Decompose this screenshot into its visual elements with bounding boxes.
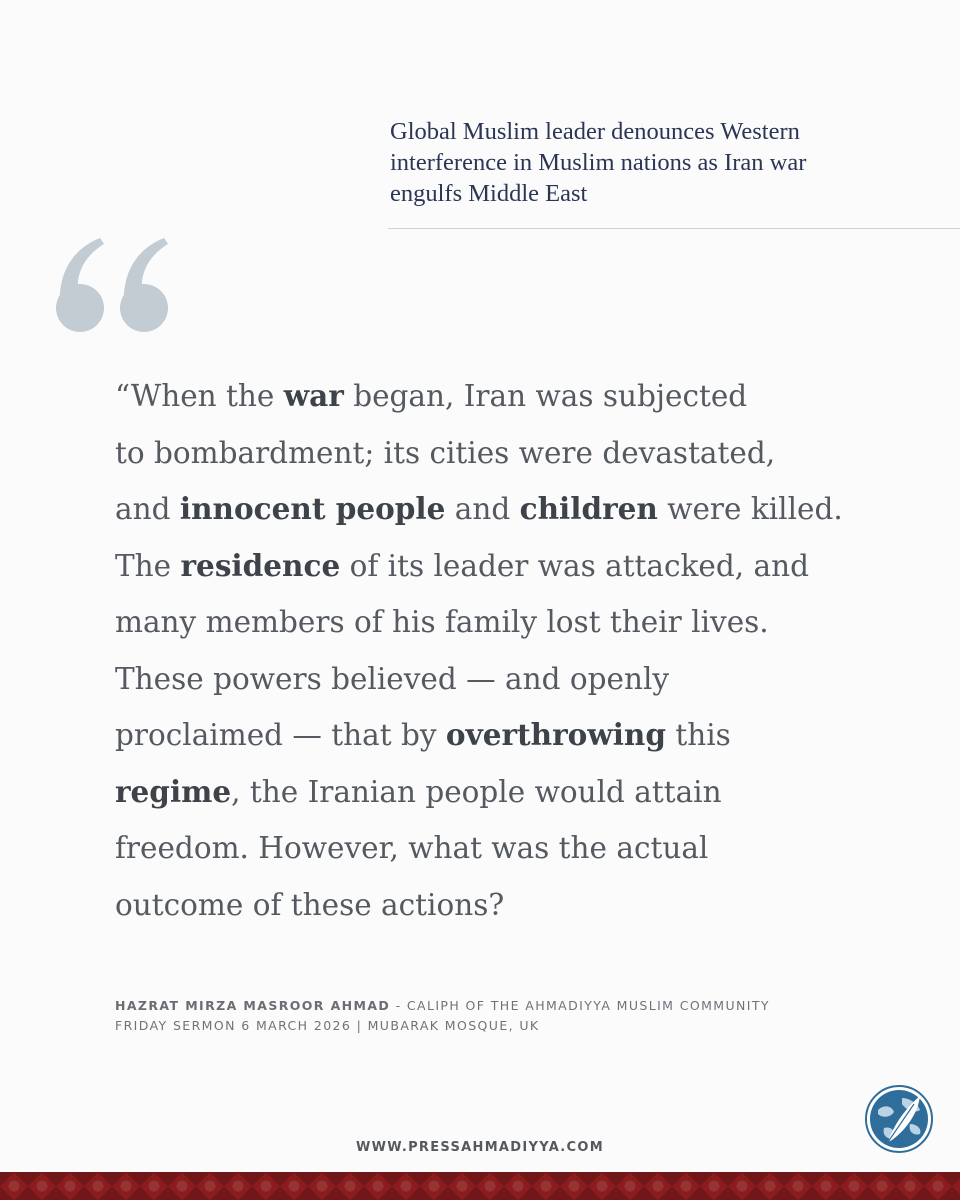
headline-line-2: interference in Muslim nations as Iran war [390, 149, 807, 176]
quote-text: were killed. [657, 492, 843, 526]
quote-text: The [115, 548, 181, 583]
quote-line [115, 538, 895, 595]
quote-text: outcome of these actions? [115, 887, 505, 922]
quote-text: “When the [115, 379, 284, 413]
speaker-title: CALIPH OF THE AHMADIYYA MUSLIM COMMUNITY [406, 998, 770, 1013]
quote-body [115, 368, 895, 933]
footer-pattern-band [0, 1172, 960, 1200]
quote-text: These powers believed — and openly [115, 661, 670, 696]
quote-line [115, 481, 895, 538]
quote-text: of its leader was attacked, and [340, 548, 809, 583]
website-url[interactable]: WWW.PRESSAHMADIYYA.COM [356, 1140, 604, 1155]
headline [390, 116, 890, 209]
quote-line [115, 368, 895, 425]
headline-line-1: Global Muslim leader denounces Western [390, 118, 800, 145]
quote-line [115, 764, 895, 821]
quote-emphasis: residence [180, 547, 341, 583]
attribution-separator: - [390, 998, 407, 1013]
headline-line-3: engulfs Middle East [390, 180, 588, 207]
quote-text: this [666, 718, 731, 752]
quote-emphasis: children [519, 491, 658, 526]
headline-divider [388, 228, 960, 229]
quote-text: many members of his family lost their lives. [115, 605, 769, 639]
quote-emphasis: innocent people [179, 491, 446, 526]
quote-line [115, 707, 895, 764]
quote-line [115, 651, 895, 708]
quote-text: to bombardment; its cities were devastated, [115, 435, 776, 470]
sermon-source: FRIDAY SERMON 6 MARCH 2026 | MUBARAK MOSQUE, UK [115, 1018, 540, 1033]
quote-text: proclaimed — that by [115, 718, 446, 752]
quote-text: freedom. However, what was the actual [115, 831, 709, 865]
open-quote-icon [52, 236, 174, 336]
quote-emphasis: overthrowing [445, 717, 667, 752]
quote-emphasis: regime [115, 773, 232, 809]
attribution [115, 996, 915, 1036]
quote-line [115, 425, 895, 482]
quote-line [115, 877, 895, 934]
quote-line [115, 820, 895, 877]
attribution-line [115, 996, 915, 1016]
quote-line [115, 594, 895, 651]
speaker-name: HAZRAT MIRZA MASROOR AHMAD [115, 998, 391, 1013]
quote-text: and [445, 492, 520, 526]
quote-text: began, Iran was subjected [343, 379, 748, 413]
quote-text: and [115, 492, 180, 526]
quote-emphasis: war [283, 378, 344, 413]
quote-text: , the Iranian people would attain [231, 774, 722, 809]
